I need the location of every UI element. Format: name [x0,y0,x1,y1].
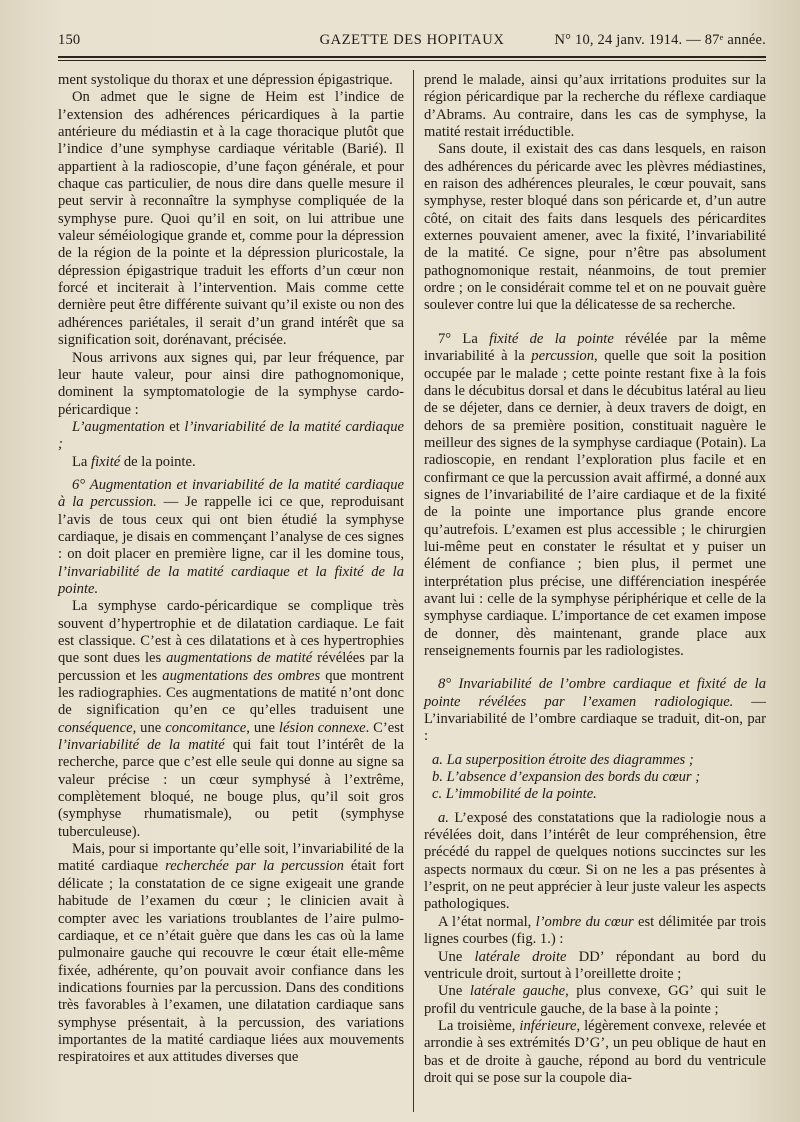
paragraph [424,949,766,984]
text: , légèrement convexe, relevée et arrondie à ses extrémités D’G’, un peu oblique de haut en bas et de droite à gauche, répond au bord du ventricule droit qui se pose sur la coupole dia- [424,1017,766,1086]
issue-info: N° 10, 24 janv. 1914. — 87ᵉ année. [554,32,766,48]
text: L’exposé des constatations que la radiologie nous a révélées doit, dans l’intérêt de leur compréhension, être précédé du rappel de quelques notions succinctes sur les aspects normaux du cœur. Si on ne les a pas présentes à l’esprit, on ne peut apprécier à leur juste valeur les aspects pathologiques. [424,809,766,913]
paragraph: Sans doute, il existait des cas dans lesquels, en raison des adhérences du péricarde avec les plèvres médiastines, en raison des adhérences pleurales, le cœur pouvait, sans symphyse, rester bloqué dans son péricarde et, d’un autre côté, on citait des faits dans lesquels des péricardites externes pouvaient amener, avec la fixité, l’invariabilité de la matité. Ce signe, pour n’être pas absolument pathognomonique restait, néanmoins, de tout premier ordre ; on le considérait comme tel et on ne pouvait guère soulever contre lui que la délicatesse de sa recherche. [424,141,766,314]
italic-text: l’invariabilité de la matité cardiaque et la fixité de la pointe. [58,563,404,597]
text: révélée par la même invariabilité à la [424,330,766,365]
paragraph: ment systolique du thorax et une dépression épigastrique. [58,72,393,88]
italic-text: a. [438,809,449,826]
paragraph: On admet que le signe de Heim est l’indice de l’extension des adhérences péricardiques à la partie antérieure du médiastin et à la cage thoracique plutôt que l’indice d’une symphyse cardiaque véritable (Barié). Il appartient à la radioscopie, d’une façon générale, et pour chaque cas particulier, de nous dire dans quelle mesure il peut servir à reconnaître la symphyse compliquée de la symphyse pure. Quoi qu’il en soit, on lui attribue une valeur séméiologique grande et, comme pour la dépression de la région de la pointe et la dépression pluricostale, la dépression épigastrique traduit les efforts d’un cœur non forcé et inciterait à l’intervention. Mais comme cette dernière peut être différente suivant qu’il existe ou non des adhérences pariétales, il serait d’un grand intérêt que sa signification soit, dorénavant, précisée. [58,89,404,349]
paragraph: Nous arrivons aux signes qui, par leur fréquence, par leur haute valeur, pour ainsi dire pathognomonique, dominent la symptomatologie de la symphyse cardo-péricardique : [58,349,404,418]
italic-text: fixité [91,453,121,470]
italic-text: augmentations des ombres [162,667,321,684]
paragraph-section-6 [58,477,404,598]
paragraph-section-8 [424,676,766,745]
text: que montrent les radiographies. Ces augmentations de matité n’ont donc de signification qu’en ce qu’elles traduisent une [58,667,404,719]
italic-text: l’invariabilité de la matité cardiaque ; [58,418,404,453]
italic-text: b. L’absence d’expansion des bords du cœur ; [432,769,701,786]
text: — L’invariabilité de l’ombre cardiaque se traduit, dit-on, par : [424,693,767,745]
paragraph [424,983,766,1018]
italic-text: c. L’immobilité de la pointe. [432,786,597,803]
paragraph [58,419,404,454]
paragraph: prend le malade, ainsi qu’aux irritations produites sur la région péricardique par la recherche du réflexe cardiaque d’Abrams. Au contraire, dans les cas de symphyse, la matité restait irréductible. [424,72,766,141]
text: La symphyse cardo-péricardique se complique très souvent d’hypertrophie et de dilatation cardiaque. Le fait est classique. C’est à ces dilatations et à ces hypertrophies que sont dues les [58,598,404,667]
text: , une [132,719,166,736]
italic-text: inférieure [519,1017,577,1034]
text: DD’ répondant au bord du ventricule droit, surtout à l’oreillette droite ; [424,948,766,982]
text: 7° La [438,330,490,347]
text: est délimitée par trois lignes courbes (fig. 1.) : [424,913,766,948]
italic-text: percussion [531,348,594,365]
list-item [424,786,766,803]
paragraph [58,841,404,1066]
page-number: 150 [58,32,81,48]
left-column [58,72,404,1067]
paragraph [424,914,766,949]
text: La troisième, [438,1017,520,1034]
text: A l’état normal, [438,913,536,930]
paragraph [58,454,404,471]
text: révélées par la percussion et les [58,650,404,684]
list-item [424,769,766,786]
text: , une [246,719,279,736]
italic-text: l’invariabilité de la matité [58,737,225,754]
italic-text: latérale gauche [469,983,566,1000]
list-item [424,752,766,769]
text: . C’est [365,719,404,736]
italic-text: L’augmentation [72,418,165,435]
right-column [424,72,766,1087]
paragraph [424,810,766,914]
paragraph [58,598,404,841]
text: Une [438,948,475,965]
column-divider [413,70,414,1112]
italic-text: conséquence [58,719,133,736]
text: qui fait tout l’intérêt de la recherche, parce que c’est elle seule qui donne au signe sa valeur précise : un cœur symphysé à l’extrême, complètement bloqué, ne bouge plus, qu’il soit gros (symphyse rhumatismale), ou petit (symphyse tuberculeuse). [58,737,404,840]
section-heading: 6° Augmentation et invariabilité de la matité cardiaque à la percussion. [58,476,404,511]
header-rule [58,56,766,58]
text: de la pointe. [120,453,196,470]
text: Une [438,983,470,1000]
paragraph [424,1018,766,1087]
page-header [58,30,766,54]
text: , quelle que soit la position occupée par le malade ; cette pointe restant fixe à la fois dans le décubitus dorsal et dans le décubitus latéral au lieu de se déjeter, dans ce dernier, à deux travers de doigt, en dehors de sa première position, constituait naguère le meilleur des signes de la symphyse cardiaque (Potain). La radioscopie, en rendant l’exploration plus facile et en confirmant ce que la percussion avait affirmé, a donné aux signes de l’invariabilité de l’aire cardiaque et de la fixité de la pointe une importance plus grande encore qu’autrefois. L’examen est plus accessible ; le chirurgien lui-même peut en constater le résultat et y puiser un élément de confiance ; bien plus, il permet une interprétation plus précise, une différenciation inespérée avant lui : celle de la symphyse périphérique et celle de la symphyse cardiaque. L’importance de cet examen impose de donner, dès maintenant, grande place aux renseignements fournis par les radiologistes. [424,348,766,659]
text: , plus convexe, GG’ qui suit le profil du ventricule gauche, de la base à la pointe ; [424,983,767,1017]
italic-text: l’ombre du cœur [535,913,634,930]
italic-text: a. La superposition étroite des diagrammes ; [432,751,694,768]
text: était fort délicate ; la constatation de ce signe exigeait une grande habitude de l’examen du cœur ; le clinicien avait à compter avec les variations troublantes de l’aire pulmo-cardiaque, et ce n’était guère que dans les cas où la lame pulmonaire gauche qui recouvre le cœur était elle-même fixée, adhérente, qu’on pouvait avoir confiance dans les indications fournies par la percussion. Dans des conditions très favorables à l’examen, une dilatation cardiaque sans symphyse présentait, à la percussion, des variations importantes de la matité cardiaque liées aux mouvements respiratoires et aux attitudes diverses que [58,858,405,1066]
italic-text: concomitance [165,719,247,736]
italic-text: lésion connexe [278,719,366,736]
journal-title: GAZETTE DES HOPITAUX [319,32,505,48]
text: Mais, pour si importante qu’elle soit, l’invariabilité de la matité cardiaque [58,841,404,875]
text: La [72,453,92,470]
italic-text: latérale droite [474,948,567,965]
section-heading: 8° Invariabilité de l’ombre cardiaque et fixité de la pointe révélées par l’examen radiologique. [424,676,766,710]
text: — Je rappelle ici ce que, reproduisant l’avis de tous ceux qui ont bien étudié la symphyse cardiaque, je disais en commençant l’analyse de ces signes : on doit placer en première ligne, car il les domine tous, [58,494,404,563]
header-rule-thin [58,60,766,61]
italic-text: recherchée par la percussion [165,858,344,875]
paragraph-section-7 [424,331,766,661]
text: et [164,418,185,435]
italic-text: fixité de la pointe [489,330,614,347]
italic-text: augmentations de matité [166,650,313,667]
